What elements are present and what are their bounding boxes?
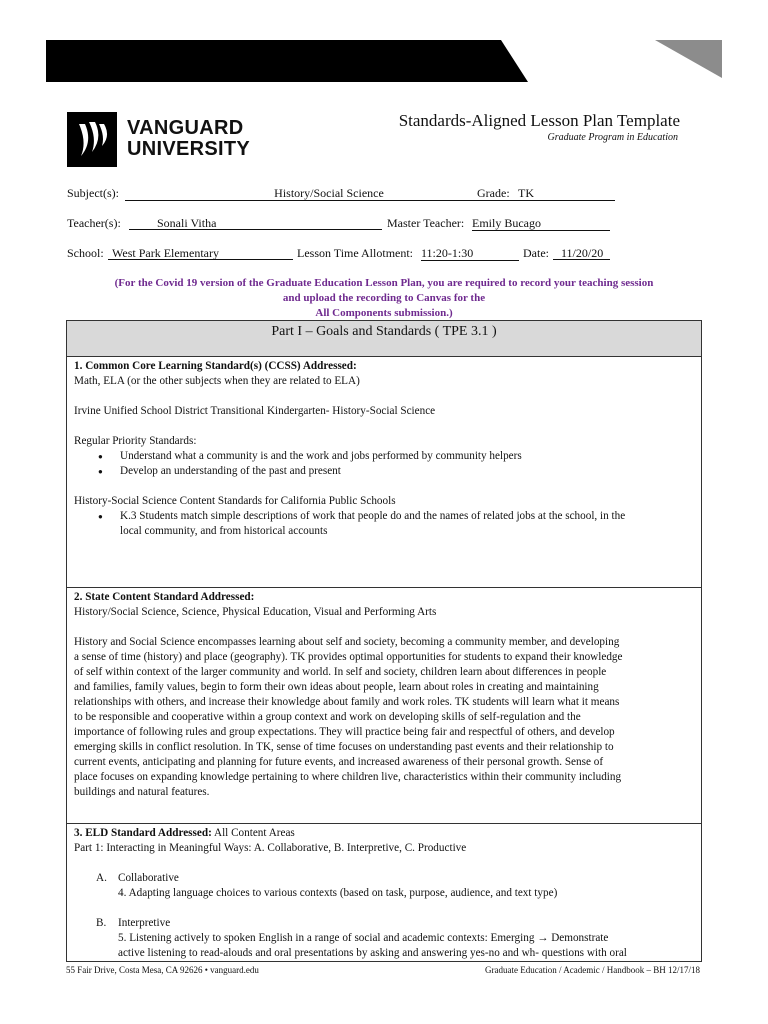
collaborative-detail: 4. Adapting language choices to various contexts (based on task, purpose, audience, and text type) bbox=[118, 887, 558, 899]
document-title: Standards-Aligned Lesson Plan Template bbox=[398, 111, 680, 130]
paragraph-line: and families, family values, begin to form their own ideas about people, learn about roles in creating and maintaining bbox=[74, 681, 599, 693]
state-content-section bbox=[67, 588, 701, 824]
ccss-title: 1. Common Core Learning Standard(s) (CCSS) Addressed: bbox=[74, 360, 357, 372]
goals-standards-table bbox=[66, 320, 702, 962]
state-standard-paragraph bbox=[74, 635, 694, 800]
list-item: ● Understand what a community is and the work and jobs performed by community helpers bbox=[120, 449, 694, 464]
notice-line3: All Components submission.) bbox=[315, 307, 453, 319]
eld-interpretive bbox=[74, 916, 694, 961]
header-banner bbox=[46, 40, 528, 82]
logo-line2: UNIVERSITY bbox=[127, 138, 251, 160]
ccss-priority-label: Regular Priority Standards: bbox=[74, 435, 197, 447]
eld-section bbox=[67, 824, 701, 961]
paragraph-line: importance of following rules and group expectations. They will practice being fair and respectful of others, and develop bbox=[74, 726, 615, 738]
ccss-section bbox=[67, 357, 701, 588]
header-corner-triangle bbox=[655, 40, 722, 78]
footer-address: 55 Fair Drive, Costa Mesa, CA 92626 • vanguard.edu bbox=[66, 965, 259, 975]
covid-notice bbox=[68, 276, 700, 321]
teacher-field[interactable]: Sonali Vitha bbox=[129, 216, 382, 230]
content-standards-label: History-Social Science Content Standards for California Public Schools bbox=[74, 495, 396, 507]
state-standard-title: 2. State Content Standard Addressed: bbox=[74, 591, 255, 603]
university-logo bbox=[67, 112, 251, 167]
master-teacher-field[interactable]: Emily Bucago bbox=[472, 216, 610, 231]
eld-title-rest: All Content Areas bbox=[211, 827, 295, 839]
k3-standard-line2: local community, and from historical accounts bbox=[120, 525, 328, 537]
subject-field[interactable]: History/Social Science bbox=[125, 186, 533, 201]
lesson-time-label: Lesson Time Allotment: bbox=[297, 246, 414, 260]
date-label: Date: bbox=[523, 246, 549, 260]
grade-field[interactable]: TK bbox=[512, 186, 615, 201]
state-standard-subjects: History/Social Science, Science, Physical Education, Visual and Performing Arts bbox=[74, 606, 437, 618]
logo-wordmark bbox=[127, 118, 250, 160]
list-marker: A. bbox=[96, 872, 107, 884]
interpretive-label: Interpretive bbox=[118, 917, 171, 929]
eld-title-row bbox=[74, 826, 694, 841]
subject-label: Subject(s): bbox=[67, 186, 119, 200]
teacher-label: Teacher(s): bbox=[67, 216, 121, 230]
collaborative-label: Collaborative bbox=[118, 872, 179, 884]
part1-heading: Part I – Goals and Standards ( TPE 3.1 ) bbox=[67, 321, 701, 357]
school-field[interactable]: West Park Elementary bbox=[108, 246, 293, 260]
logo-mark-icon bbox=[67, 112, 117, 167]
date-field[interactable]: 11/20/20 bbox=[553, 246, 610, 260]
eld-title: 3. ELD Standard Addressed: bbox=[74, 827, 212, 839]
paragraph-line: a sense of time (history) and place (geography). TK provides optimal opportunities for students to expand their knowledge bbox=[74, 651, 623, 663]
paragraph-line: History and Social Science encompasses learning about self and society, becoming a community member, and developing bbox=[74, 636, 620, 648]
paragraph-line: of self within context of the larger community and world. In self and society, children learn about differences in people bbox=[74, 666, 607, 678]
list-item bbox=[120, 509, 694, 539]
eld-collaborative bbox=[74, 871, 694, 901]
ccss-district: Irvine Unified School District Transitional Kindergarten- History-Social Science bbox=[74, 405, 436, 417]
content-standards-list bbox=[74, 509, 694, 539]
paragraph-line: emerging skills in conflict resolution. In TK, sense of time focuses on understanding past events and their relationship to bbox=[74, 741, 614, 753]
interpretive-detail-line1: 5. Listening actively to spoken English in a range of social and academic contexts: Emerging → Demonstrate bbox=[118, 932, 609, 944]
master-teacher-label: Master Teacher: bbox=[387, 216, 465, 230]
notice-line1: (For the Covid 19 version of the Graduate Education Lesson Plan, you are required to record your teaching session bbox=[114, 277, 654, 289]
paragraph-line: relationships with others, and increase their knowledge about family and work roles. TK students will learn what it means bbox=[74, 696, 620, 708]
paragraph-line: place focuses on expanding knowledge pertaining to where children live, characteristics within their community including bbox=[74, 771, 622, 783]
priority-standards-list bbox=[74, 449, 694, 479]
school-label: School: bbox=[67, 246, 104, 260]
k3-standard-line1: K.3 Students match simple descriptions of work that people do and the names of related jobs at the school, in the bbox=[120, 510, 626, 522]
document-subtitle: Graduate Program in Education bbox=[547, 132, 678, 143]
logo-line1: VANGUARD bbox=[127, 117, 244, 139]
lesson-time-field[interactable]: 11:20-1:30 bbox=[421, 246, 519, 261]
list-item: ● Develop an understanding of the past and present bbox=[120, 464, 694, 479]
notice-line2: and upload the recording to Canvas for the bbox=[282, 292, 486, 304]
ccss-subjects: Math, ELA (or the other subjects when they are related to ELA) bbox=[74, 375, 360, 387]
list-marker: B. bbox=[96, 917, 107, 929]
footer-handbook: Graduate Education / Academic / Handbook – BH 12/17/18 bbox=[485, 965, 700, 975]
eld-part1: Part 1: Interacting in Meaningful Ways: A. Collaborative, B. Interpretive, C. Productive bbox=[74, 842, 467, 854]
paragraph-line: to be responsible and cooperative within a group context and work on developing skills of self-regulation and the bbox=[74, 711, 581, 723]
grade-label: Grade: bbox=[477, 186, 510, 200]
paragraph-line: buildings and natural features. bbox=[74, 786, 210, 798]
interpretive-detail-line2: active listening to read-alouds and oral presentations by asking and answering yes-no and wh- questions with oral bbox=[118, 947, 627, 959]
paragraph-line: current events, anticipating and planning for future events, and increased awareness of their personal growth. Sense of bbox=[74, 756, 604, 768]
